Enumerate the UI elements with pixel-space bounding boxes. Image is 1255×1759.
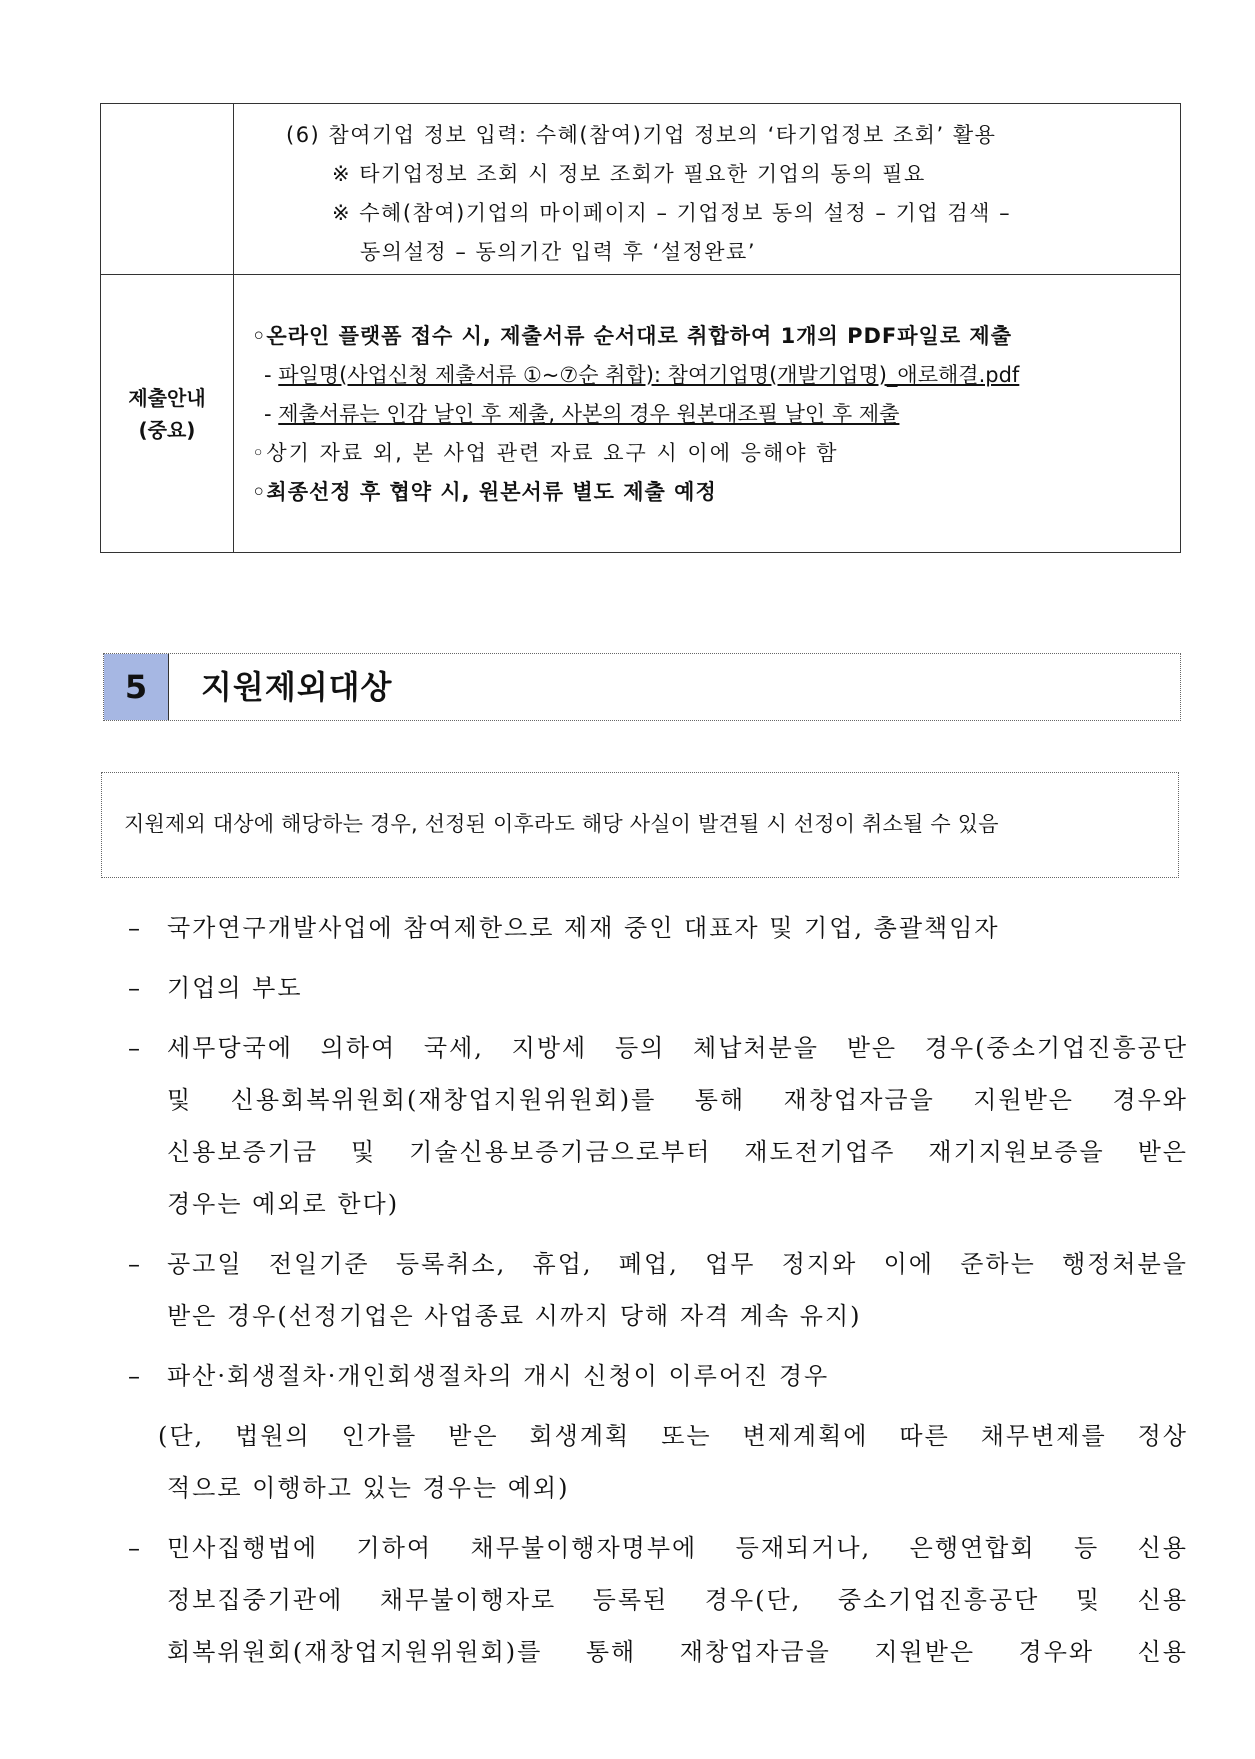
list-item (128, 902, 1188, 954)
note-text: ※ 타기업정보 조회 시 정보 조회가 필요한 기업의 동의 필요 (332, 162, 926, 186)
list-item-note (128, 1410, 1188, 1514)
item-text: 및 신용회복위원회(재창업지원위원회)를 통해 재창업자금을 지원받은 경우와 (167, 1086, 1188, 1114)
item-text: 기업의 부도 (167, 974, 303, 1002)
item-text: 국가연구개발사업에 참여제한으로 제재 중인 대표자 및 기업, 총괄책임자 (167, 914, 1000, 942)
list-item (128, 1522, 1188, 1678)
dash: – (128, 1034, 142, 1062)
bullet-additional-docs: ◦상기 자료 외, 본 사업 관련 자료 요구 시 이에 응해야 함 (252, 441, 839, 465)
item-text: 정보집중기관에 채무불이행자로 등록된 경우(단, 중소기업진흥공단 및 신용 (167, 1586, 1188, 1614)
item-text: 공고일 전일기준 등록취소, 휴업, 폐업, 업무 정지와 이에 준하는 행정처분을 (167, 1250, 1188, 1278)
submission-guide-label (101, 275, 234, 553)
dash: - (264, 402, 272, 426)
sub-item-filename (252, 356, 1180, 395)
dash: – (128, 914, 142, 942)
list-item (128, 1238, 1188, 1342)
dash: – (128, 1250, 142, 1278)
exclusion-list (128, 902, 1188, 1686)
filename-rule: 파일명(사업신청 제출서류 ①~⑦순 취합): 참여기업명(개발기업명)_애로해결.pdf (278, 363, 1020, 387)
bullet-online-submission: ◦온라인 플랫폼 접수 시, 제출서류 순서대로 취합하여 1개의 PDF파일로 제출 (252, 324, 1012, 348)
table-row (101, 275, 1181, 553)
item-text: 회복위원회(재창업지원위원회)를 통해 재창업자금을 지원받은 경우와 신용 (167, 1638, 1188, 1666)
empty-label-cell (101, 104, 234, 275)
label-line: (중요) (138, 417, 196, 442)
dash: – (128, 1534, 142, 1562)
section-title: 지원제외대상 (201, 668, 393, 706)
sub-item-seal (252, 395, 1180, 434)
dash: - (264, 363, 272, 387)
list-item (128, 962, 1188, 1014)
item-text: 받은 경우(선정기업은 사업종료 시까지 당해 자격 계속 유지) (167, 1302, 862, 1330)
section-header (103, 653, 1181, 721)
submission-info-table (100, 103, 1181, 553)
note-continuation: 동의설정 – 동의기간 입력 후 ‘설정완료’ (360, 240, 757, 264)
notice-box (101, 772, 1179, 878)
seal-rule: 제출서류는 인감 날인 후 제출, 사본의 경우 원본대조필 날인 후 제출 (278, 402, 900, 426)
item-text: 신용보증기금 및 기술신용보증기금으로부터 재도전기업주 재기지원보증을 받은 (167, 1138, 1188, 1166)
content-cell (234, 104, 1181, 275)
item-text: 세무당국에 의하여 국세, 지방세 등의 체납처분을 받은 경우(중소기업진흥공단 (167, 1034, 1188, 1062)
item-text: 파산·회생절차·개인회생절차의 개시 신청이 이루어진 경우 (167, 1362, 830, 1390)
list-item (128, 1350, 1188, 1402)
label-line: 제출안내 (128, 385, 206, 410)
table-row (101, 104, 1181, 275)
notice-text: 지원제외 대상에 해당하는 경우, 선정된 이후라도 해당 사실이 발견될 시 선정이 취소될 수 있음 (124, 812, 999, 836)
content-cell (234, 275, 1181, 553)
dash: – (128, 974, 142, 1002)
item-text: 경우는 예외로 한다) (167, 1190, 400, 1218)
item-text: 민사집행법에 기하여 채무불이행자명부에 등재되거나, 은행연합회 등 신용 (167, 1534, 1188, 1562)
bullet-original-docs: ◦최종선정 후 협약 시, 원본서류 별도 제출 예정 (252, 480, 717, 504)
note-text: ※ 수혜(참여)기업의 마이페이지 – 기업정보 동의 설정 – 기업 검색 – (332, 201, 1012, 225)
item-text: (단, 법원의 인가를 받은 회생계획 또는 변제계획에 따른 채무변제를 정상 (158, 1422, 1188, 1450)
section-number: 5 (104, 654, 169, 720)
step-6-text: (6) 참여기업 정보 입력: 수혜(참여)기업 정보의 ‘타기업정보 조회’ 활용 (286, 123, 997, 147)
list-item (128, 1022, 1188, 1230)
dash: – (128, 1362, 142, 1390)
item-text: 적으로 이행하고 있는 경우는 예외) (167, 1474, 570, 1502)
